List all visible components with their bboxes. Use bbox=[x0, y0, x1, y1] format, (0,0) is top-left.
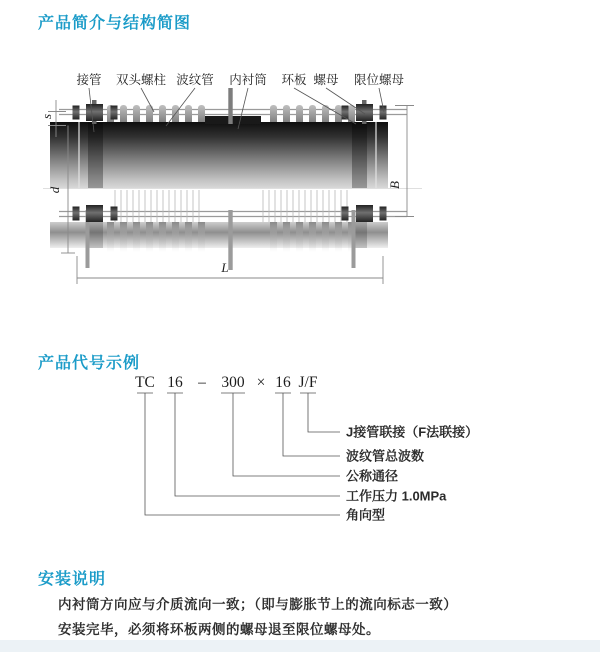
part-label-jieguan: 接管 bbox=[76, 73, 102, 87]
part-label-bowenguan: 波纹管 bbox=[176, 73, 214, 87]
code-expl-waves: 波纹管总波数 bbox=[346, 448, 425, 464]
code-expl-type: 角向型 bbox=[346, 507, 386, 523]
install-line-1: 内衬筒方向应与介质流向一致；（即与膨胀节上的流向标志一致） bbox=[58, 597, 458, 612]
code-expl-diameter: 公称通径 bbox=[346, 468, 399, 484]
code-expl-pressure: 工作压力 1.0MPa bbox=[346, 488, 447, 504]
dim-label-d: d bbox=[47, 186, 62, 194]
liner-collar bbox=[205, 116, 261, 124]
part-label-luomu: 螺母 bbox=[313, 73, 339, 87]
code-part-diameter: 300 bbox=[221, 374, 245, 391]
dim-label-L: L bbox=[221, 260, 229, 275]
dim-label-B: B bbox=[387, 181, 402, 189]
dimension-B bbox=[387, 106, 414, 217]
page-footer-band bbox=[0, 640, 600, 652]
code-part-pressure: 16 bbox=[167, 374, 183, 391]
ring-plate-left bbox=[88, 122, 103, 188]
part-label-neichentong: 内衬筒 bbox=[229, 73, 267, 87]
ring-plate-right bbox=[352, 122, 367, 188]
structure-diagram bbox=[35, 60, 430, 310]
dim-label-s: s bbox=[39, 113, 54, 119]
part-label-xianweiluomu: 限位螺母 bbox=[353, 73, 405, 87]
code-part-dash: – bbox=[198, 374, 206, 391]
product-code-diagram bbox=[118, 372, 498, 532]
code-part-waves: 16 bbox=[275, 374, 291, 391]
install-instructions bbox=[58, 592, 457, 642]
section-title-install: 安装说明 bbox=[38, 571, 107, 588]
part-label-huanban: 环板 bbox=[281, 73, 307, 87]
shell-body bbox=[50, 116, 388, 188]
section-title-intro: 产品简介与结构简图 bbox=[38, 15, 192, 32]
code-part-connection: J/F bbox=[298, 374, 318, 391]
section-title-code: 产品代号示例 bbox=[38, 355, 141, 372]
code-expl-connection: J接管联接（F法联接） bbox=[346, 424, 479, 440]
code-part-type: TC bbox=[135, 374, 155, 391]
part-label-shuangtouluozhu: 双头螺柱 bbox=[115, 73, 167, 87]
code-leader-lines bbox=[137, 393, 340, 515]
code-part-times: × bbox=[256, 374, 266, 391]
install-line-2: 安装完毕，必须将环板两侧的螺母退至限位螺母处。 bbox=[58, 622, 380, 637]
